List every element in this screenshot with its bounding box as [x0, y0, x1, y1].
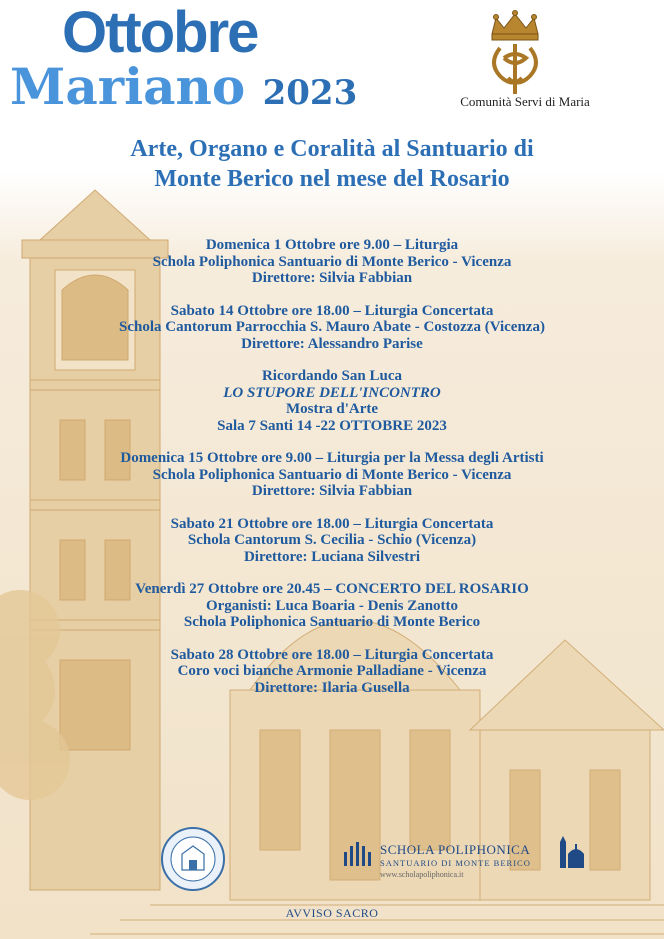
- title-mariano: [10, 57, 358, 116]
- event-line: Direttore: Silvia Fabbian: [251, 483, 413, 499]
- sacred-notice: AVVISO SACRO: [285, 906, 379, 920]
- event-item: [20, 237, 644, 287]
- schola-poliphonica-logo: [340, 832, 600, 882]
- event-item: [20, 450, 644, 500]
- schola-subtitle: SANTUARIO DI MONTE BERICO: [380, 858, 531, 868]
- subtitle: [0, 134, 664, 194]
- schola-url: www.scholapoliphonica.it: [380, 870, 464, 879]
- community-name: Comunità Servi di Maria: [460, 94, 590, 109]
- subtitle-line-1: Arte, Organo e Coralità al Santuario di: [130, 136, 534, 162]
- event-line: Coro voci bianche Armonie Palladiane - Vicenza: [177, 663, 487, 679]
- event-line: Organisti: Luca Boaria - Denis Zanotto: [205, 597, 459, 614]
- event-line: Schola Poliphonica Santuario di Monte Berico: [183, 614, 481, 630]
- event-line: Sabato 28 Ottobre ore 18.00 – Liturgia Concertata: [170, 646, 494, 663]
- cenacolo-artisti-badge: [160, 826, 226, 892]
- events-list: [20, 237, 644, 712]
- event-line: Schola Cantorum Parrocchia S. Mauro Abate - Costozza (Vicenza): [119, 319, 545, 335]
- subtitle-line-2: Monte Berico nel mese del Rosario: [154, 166, 510, 192]
- event-line: Ricordando San Luca: [261, 368, 403, 384]
- crown-monogram-logo: [478, 8, 552, 98]
- event-line: Schola Poliphonica Santuario di Monte Berico - Vicenza: [152, 253, 512, 270]
- event-item: [20, 303, 644, 353]
- event-item: [20, 647, 644, 697]
- title-ottobre: Ottobre: [62, 0, 258, 65]
- event-line: LO STUPORE DELL'INCONTRO: [223, 384, 441, 401]
- event-item: [20, 581, 644, 631]
- event-line: Direttore: Silvia Fabbian: [251, 270, 413, 286]
- title-year: 2023: [262, 73, 358, 113]
- event-line: Sabato 21 Ottobre ore 18.00 – Liturgia Concertata: [170, 515, 494, 532]
- church-silhouette-icon: [558, 836, 588, 870]
- event-line: Mostra d'Arte: [285, 401, 379, 417]
- event-line: Venerdì 27 Ottobre ore 20.45 – CONCERTO DEL ROSARIO: [135, 581, 529, 597]
- event-line: Schola Cantorum S. Cecilia - Schio (Vicenza): [187, 532, 477, 548]
- event-line: Direttore: Ilaria Gusella: [254, 679, 410, 696]
- event-line: Domenica 15 Ottobre ore 9.00 – Liturgia per la Messa degli Artisti: [120, 450, 544, 466]
- event-line: Direttore: Luciana Silvestri: [243, 548, 421, 565]
- event-line: Sala 7 Santi 14 -22 OTTOBRE 2023: [217, 417, 447, 434]
- schola-name: SCHOLA POLIPHONICA: [380, 842, 531, 857]
- organ-pipes-icon: [340, 838, 374, 872]
- event-item: [20, 516, 644, 566]
- event-line: Schola Poliphonica Santuario di Monte Berico - Vicenza: [152, 466, 512, 483]
- event-line: Domenica 1 Ottobre ore 9.00 – Liturgia: [205, 237, 459, 253]
- event-line: Direttore: Alessandro Parise: [241, 335, 423, 352]
- title-mariano-text: Mariano: [10, 57, 246, 116]
- event-line: Sabato 14 Ottobre ore 18.00 – Liturgia Concertata: [170, 302, 494, 319]
- event-item: [20, 368, 644, 434]
